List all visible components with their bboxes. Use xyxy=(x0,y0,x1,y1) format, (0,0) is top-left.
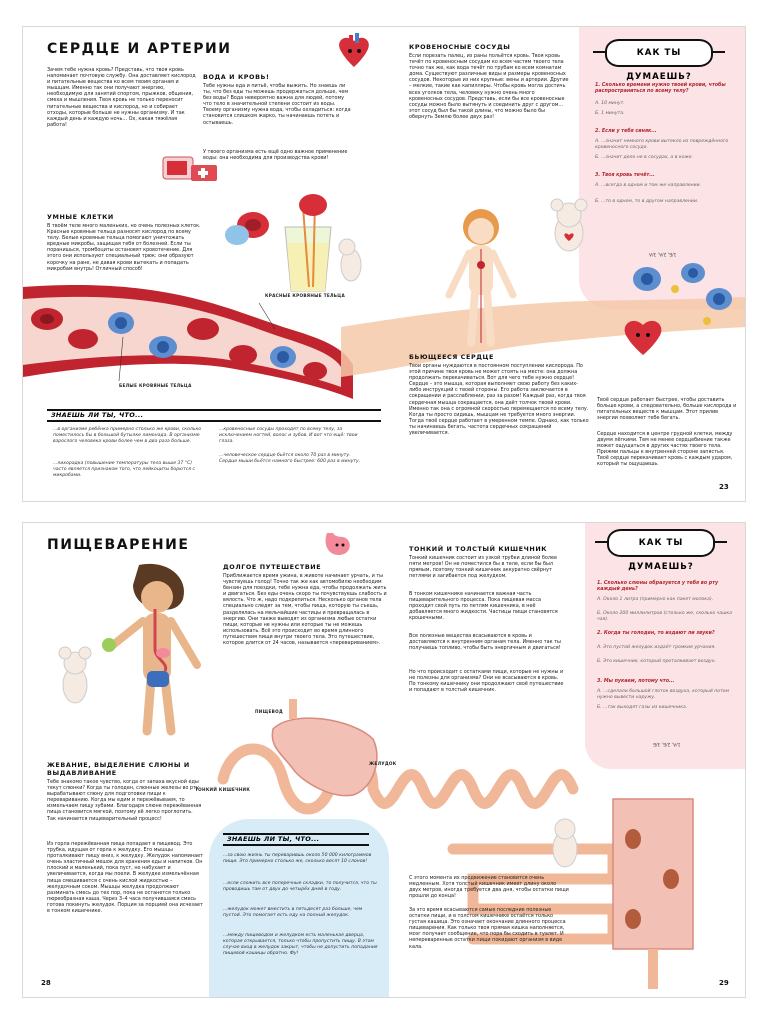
vessels-text: Если порезать палец, из раны польётся кровь. Твоя кровь течёт по кровеносным сосудам ко всем частям твоего тела точно так же, как вода течёт по трубам ко всем комнатам дома. Существуют различные виды и размеры кровеносных сосудов. Некоторые из них крупные: вены и артерии. Другие – мелкие, такие как капилляры. Чтобы кровь могла достичь всех уголков тела, человеку нужно очень много кровеносных сосудов. Представь, если бы все кровеносные сосуды можно было вытянуть и соединить друг с другом... этот сосуд был бы такой длины, что можно было бы обернуть Землю более двух раз! xyxy=(409,53,569,120)
answer-key: 1/Б, 2/A, 3/A xyxy=(649,251,677,256)
quiz-question-3: 3. Твоя кровь течёт... xyxy=(595,173,655,178)
water-text: Тебе нужны еда и питьё, чтобы выжить. Но знаешь ли ты, что без еды ты можешь продержаться дольше, чем без воды? Вода невероятно важна для людей, потому что тело в значительной степени состоит из воды. Твоему организму нужна вода, чтобы охладиться: когда становится слишком жарко, ты начинаешь потеть и остываешь. xyxy=(203,83,351,126)
quiz-answer-2b: Б. Это кишечник, который проталкивает воздух. xyxy=(597,659,716,664)
quiz-question-2: 2. Когда ты голоден, то издают ли звуки? xyxy=(597,631,715,636)
intestine-title: ТОНКИЙ И ТОЛСТЫЙ КИШЕЧНИК xyxy=(409,545,548,553)
quiz-answer-3a: A. ...сделали большой глоток воздуха, который потом нужно вывести наружу. xyxy=(597,689,729,700)
did-you-know-banner xyxy=(223,833,369,846)
intestine-end-text-2: За это время всасываются самые последние полезные остатки пищи, и в толстом кишечнике остаётся только густая кашица. Это означает окончание длинного процесса пищеварения. Как только твоя прямая кишка наполняется, мозг получает сообщение, что пора бы сходить в туалет. И непереваренные остатки пищи покидают организм в виде кала. xyxy=(409,907,566,950)
quiz-answer-2a: A. ...значит немного крови вытекло из повреждённого кровеносного сосуда. xyxy=(595,139,729,150)
page-title: ПИЩЕВАРЕНИЕ xyxy=(47,537,190,553)
did-you-know-3: ...желудок может вместить в пятьдесят раз больше, чем пустой. Это помогает есть еду на полный желудок. xyxy=(223,907,363,918)
did-you-know-title: ЗНАЕШЬ ЛИ ТЫ, ЧТО... xyxy=(227,835,320,843)
spread-heart-arteries xyxy=(22,26,746,502)
chew-title: ЖЕВАНИЕ, ВЫДЕЛЕНИЕ СЛЮНЫ И ВЫДАВЛИВАНИЕ xyxy=(47,761,190,777)
heart-mascot-icon xyxy=(333,33,375,73)
chew-text-2: Из горла пережёванная пища попадает в пищевод. Это трубка, идущая от горла к желудку. Его мышцы проталкивают пищу вниз, к желудку. Желудок напоминает очень эластичный мешок для хранения еды и напитков. Он плоский и маленький, пока пуст, но набухает и увеличивается, когда мы поели. В желудке измельчённая пища смешивается с очень кислой жидкостью – желудочным соком. Мышцы желудка продолжают разминать смесь до тех пор, пока не останется только пюреобразная каша. Через 3–4 часа получившаяся смесь готова покинуть желудок. Порция за порцией она исчезает в тонком кишечнике. xyxy=(47,841,203,915)
red-cells-label: КРАСНЫЕ КРОВЯНЫЕ ТЕЛЬЦА xyxy=(265,293,346,298)
intro-text: Зачем тебе нужна кровь? Представь, что твоя кровь напоминает почтовую службу. Она доставляет кислород и питательные вещества ко всем твоим органам и мышцам. Именно так они получают энергию, необходимую для занятий спортом, прыжков, общения, смеха и мышления. Твоя кровь не только переносит питательные вещества и кислород, но и собирает отходы, которые больше не нужны организму. И так каждый день и каждую ночь... Ох, какая тяжёлая работа! xyxy=(47,67,196,128)
page-number: 23 xyxy=(719,483,729,491)
intestine-text-2: В тонком кишечнике начинается важная часть пищеварительного процесса. Пока пищевая масса проходит свой путь по петлям кишечника, в неё добавляется много жидкости. Частицы пищи становятся крошечными. xyxy=(409,591,558,622)
girl-circulation-illustration xyxy=(441,203,521,353)
page-title: СЕРДЦЕ И АРТЕРИИ xyxy=(47,41,232,57)
heart-character-icon xyxy=(619,315,667,359)
small-intestine-label: ТОНКИЙ КИШЕЧНИК xyxy=(195,787,251,792)
quiz-answer-2a: A. Это пустой желудок издаёт громкие урчания. xyxy=(597,645,716,650)
did-you-know-4: ...человеческое сердце бьётся около 70 раз в минуту. Сердце мыши бьётся намного быстрее: 600 раз в минуту. xyxy=(219,453,361,464)
stomach-label: ЖЕЛУДОК xyxy=(369,761,397,766)
intestine-end-text-1: С этого момента их продвижение становится очень медленным. Хотя толстый кишечник имеет длину около двух метров, иногда требуется два дня, чтобы остатки пищи прошли до конца! xyxy=(409,875,569,900)
cells-text: В твоём теле много маленьких, но очень полезных клеток. Красные кровяные тельца разносят кислород по всему телу. Белые кровяные тельца помогают уничтожать вредные микробы, защищая тебя от болезней. Если ты поранишься, тромбоциты остановят кровотечение. Для этого они используют специальный трюк: они образуют корочку на ране, не давая крови вытекать и попадать микробам внутрь! Отличный способ! xyxy=(47,223,201,272)
stomach-mascot-icon xyxy=(319,529,355,559)
did-you-know-2: ...если сложить все поперечные складки, то получится, что ты проводишь там от двух до четырёх дней в году. xyxy=(223,881,377,892)
boy-digestion-illustration xyxy=(99,559,209,739)
vessels-title: КРОВЕНОСНЫЕ СОСУДЫ xyxy=(409,43,511,51)
page-number-right: 29 xyxy=(719,979,729,987)
did-you-know-4: ...между пищеводом и желудком есть маленькая дверца, которая открывается, только чтобы пропустить пищу. В этом случае вход в желудок закрыт, чтобы не допустить попадания пищевой кашицы обратно. Фу! xyxy=(223,933,378,956)
heart-text: Твои органы нуждаются в постоянном поступлении кислорода. По этой причине твоя кровь не может стоять на месте: она должна продолжать перекачиваться. Вот для чего тебе нужно сердце! Сердце – это мышца, которая выполняет свою работу без каких-либо инструкций с твоей стороны. Его работа заключается в сокращении и расслаблении, раз за разом! Каждый раз, когда твоя сердечная мышца сокращается, она даёт толчок твоей крови. Именно так она с огромной скоростью перемещается по всему телу. Когда ты просто сидишь, мышцам не требуется много энергии. Тогда твоё сердце работает в умеренном темпе. Однако, как только ты начинаешь бегать, частота сердечных сокращений увеличивается. xyxy=(409,363,589,437)
heart-text-right-1: Твоё сердце работает быстрее, чтобы доставить больше крови, а следовательно, больше кислорода и питательных веществ к мышцам. Этот прилив энергии позволяет тебе бегать. xyxy=(597,397,737,422)
did-you-know-3: ...кровеносные сосуды проходят по всему телу, за исключением ногтей, волос и зубов. И вот что ещё: твои глаза. xyxy=(219,427,358,444)
did-you-know-1: ...за свою жизнь ты переварившь около 50 000 килограммов пищи. Это примерно столько же, сколько весят 10 слонов! xyxy=(223,853,372,864)
quiz-question-1: 1. Сколько слюны образуется у тебя во рту каждый день? xyxy=(597,581,719,592)
quiz-answer-1a: A. 10 минут. xyxy=(595,101,625,106)
spread-digestion xyxy=(22,522,746,998)
esophagus-label: ПИЩЕВОД xyxy=(255,709,284,714)
chew-text: Тебе знакомо такое чувство, когда от запаха вкусной еды текут слюнки? Когда ты голоден, слюнные железы во рту вырабатывают слюну для подготовки пищи к перевариванию. Когда мы едим и пережёвываем, то измельчаем пищу зубами. Благодаря слюне пережёванная пища становится мягкой, поэтому её легко проглотить. Так начинается пищеварительный процесс! xyxy=(47,779,202,822)
quiz-answer-3a: A. ...всегда в одном и том же направлении. xyxy=(595,183,702,188)
journey-title: ДОЛГОЕ ПУТЕШЕСТВИЕ xyxy=(223,563,322,571)
intestine-text: Тонкий кишечник состоит из узкой трубки длиной более пяти метров! Он не поместился бы в теле, если бы был прямым, поэтому тонкий кишечник аккуратно свёрнут петлями и загибается под желудком. xyxy=(409,555,558,580)
quiz-header: КАК ТЫ ДУМАЕШЬ? xyxy=(607,529,715,557)
quiz-question-2: 2. Если у тебя синяк... xyxy=(595,129,657,134)
did-you-know-1: ...в организме ребёнка примерно столько же крови, сколько поместилось бы в большой бутылке лимонада. В организме взрослого человека крови более чем в два раза больше. xyxy=(53,427,202,444)
answer-key: 1/A, 2/Б, 3/Б xyxy=(653,741,681,746)
quiz-answer-1a: A. Около 1 литра (примерно как пакет молока). xyxy=(597,597,714,602)
white-cells-label: БЕЛЫЕ КРОВЯНЫЕ ТЕЛЬЦА xyxy=(119,383,192,388)
quiz-question-3: 3. Мы пукаем, потому что... xyxy=(597,679,675,684)
intestine-text-4: Но что происходит с остатками пищи, которые не нужны и не полезны для организма? Они не всасываются в кровь. По тонкому кишечнику они продолжают своё путешествие и попадают в толстый кишечник. xyxy=(409,669,564,694)
did-you-know-title: ЗНАЕШЬ ЛИ ТЫ, ЧТО... xyxy=(51,411,144,419)
journey-text: Приближается время ужина, в животе начинает урчать, и ты чувствуешь голод! Точно так же как автомобилю необходим бензин для поездки, тебе нужна еда, чтобы продолжать жить и двигаться. Без еды очень скоро ты почувствуешь слабость и вялость. Что ж, надо подкрепиться. Несколько органов тела специально следят за тем, чтобы пища, которую ты съешь, разделялась на мельчайшие частицы и превращалась в энергию. Они также выводят из организма любые остатки пищи, которые не нужны или которые ты не можешь использовать. Всё это происходит во время длинного путешествия пищи внутри твоего тела. Это путешествие, которое длится от 24 часов, называется «перевариванием». xyxy=(223,573,387,647)
quiz-question-1: 1. Сколько времени нужно твоей крови, чтобы распространиться по всему телу? xyxy=(595,83,726,94)
water-text-2: У твоего организма есть ещё одно важное применение воды: она необходима для производства крови! xyxy=(203,149,348,162)
mouse-illustration xyxy=(53,633,99,713)
quiz-answer-3b: Б. ...то в одном, то в другом направлении. xyxy=(595,199,699,204)
cells-title: УМНЫЕ КЛЕТКИ xyxy=(47,213,114,221)
quiz-answer-2b: Б. ...значит дело не в сосудах, а в коже. xyxy=(595,155,693,160)
quiz-answer-1b: Б. 1 минута. xyxy=(595,111,625,116)
page-number-left: 28 xyxy=(41,979,51,987)
quiz-answer-1b: Б. Около 200 миллилитров (столько же, сколько чашка чая). xyxy=(597,611,733,622)
water-title: ВОДА И КРОВЬ! xyxy=(203,73,270,81)
mouse-illustration xyxy=(539,197,599,257)
quiz-answer-3b: Б. ...так выходят газы из кишечника. xyxy=(597,705,688,710)
quiz-header: КАК ТЫ ДУМАЕШЬ? xyxy=(605,39,713,67)
heart-title: БЬЮЩЕЕСЯ СЕРДЦЕ xyxy=(409,353,495,361)
heart-text-right-2: Сердце находится в центре грудной клетки, между двумя лёгкими. Тем не менее сердцебиение также может ощущаться в других частях твоего тела. Прижми пальцы к внутренней стороне запястья. Твоё сердце перекачивает кровь с каждым ударом, который ты ощущаешь. xyxy=(597,431,733,468)
did-you-know-2: ...лихорадка (повышение температуры тела выше 37 °C) часто является признаком того, что лейкоциты борются с микробами. xyxy=(53,461,195,478)
did-you-know-banner xyxy=(47,409,381,422)
intestine-text-3: Все полезные вещества всасываются в кровь и доставляются к внутренним органам тела. Именно так ты получаешь топливо, чтобы быть энергичным и двигаться! xyxy=(409,633,561,652)
